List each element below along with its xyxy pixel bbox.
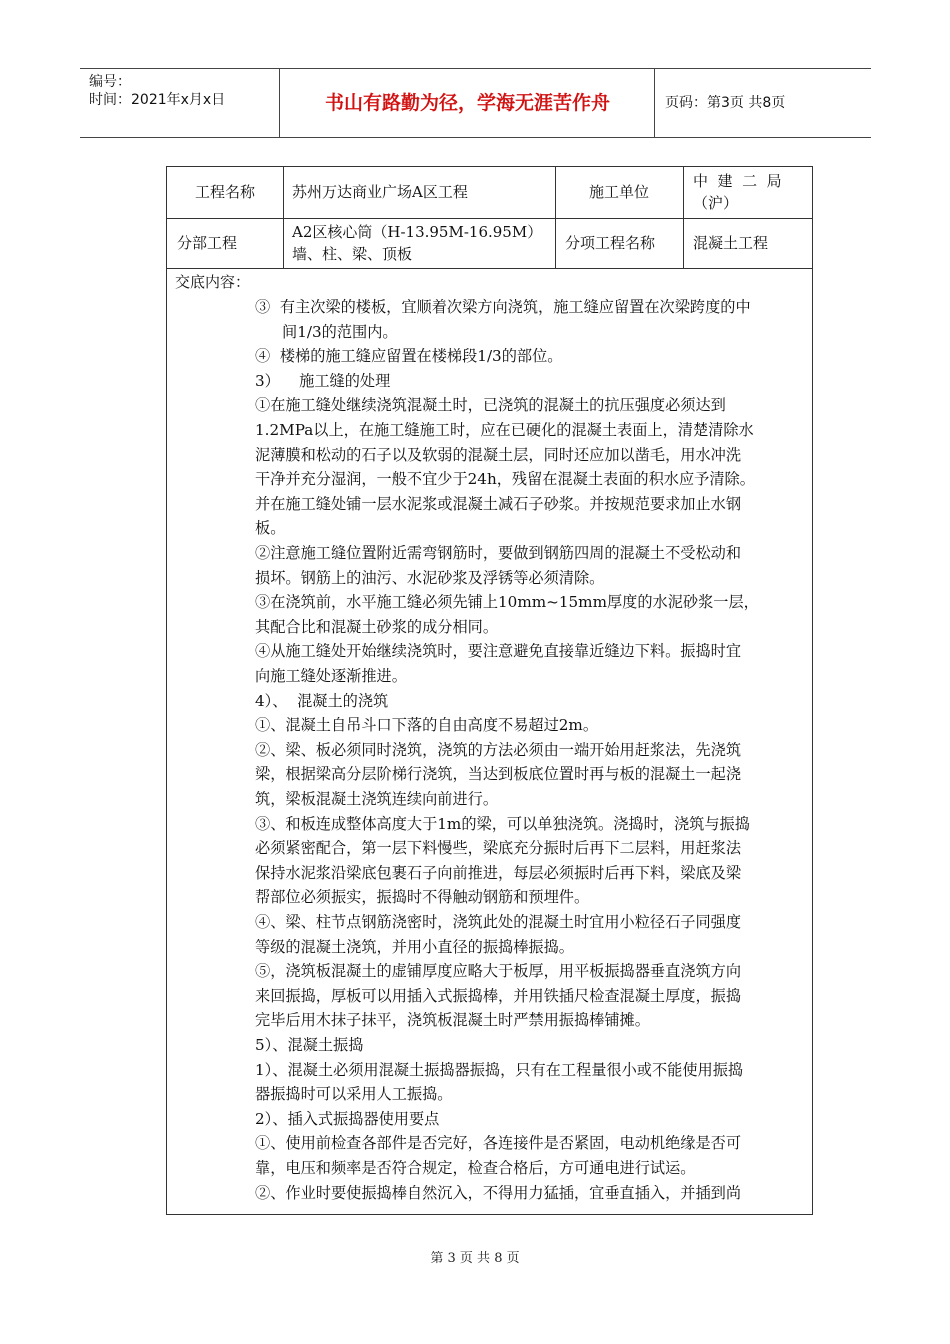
content-line: ②注意施工缝位置附近需弯钢筋时，要做到钢筋四周的混凝土不受松动和: [255, 544, 741, 562]
division-line2: 墙、柱、梁、顶板: [292, 245, 413, 263]
project-name-value: 苏州万达商业广场A区工程: [292, 183, 468, 201]
content-line: 泥薄膜和松动的石子以及软弱的混凝土层，同时还应加以凿毛，用水冲洗: [255, 445, 741, 464]
row-divider: [167, 268, 812, 269]
content-label: 交底内容：: [175, 273, 251, 291]
content-line: 其配合比和混凝土砂浆的成分相同。: [255, 617, 498, 636]
content-line: ④从施工缝处开始继续浇筑时，要注意避免直接靠近缝边下料。振捣时宜: [255, 642, 741, 661]
content-line: ①、混凝土自吊斗口下落的自由高度不易超过2m。: [255, 716, 599, 735]
content-line: 5）、混凝土振捣: [255, 1036, 364, 1054]
content-line: 器振捣时可以采用人工振捣。: [255, 1085, 453, 1104]
contractor-line1: 中 建 二 局: [693, 172, 782, 190]
header-motto: 书山有路勤为径，学海无涯苦作舟: [281, 69, 655, 137]
content-line: ⑤，浇筑板混凝土的虚铺厚度应略大于板厚，用平板振捣器垂直浇筑方向: [255, 962, 741, 981]
contractor-label: 施工单位: [588, 183, 649, 201]
col-divider: [283, 167, 284, 268]
project-name-label: 工程名称: [194, 183, 255, 201]
content-line: ②、作业时要使振捣棒自然沉入，不得用力猛插，宜垂直插入，并插到尚: [255, 1183, 741, 1202]
header-meta: [80, 69, 280, 137]
content-line: 间1/3的范围内。: [282, 322, 398, 341]
date-label: 时间：2021年x月x日: [89, 92, 226, 108]
content-line: 板。: [255, 519, 286, 538]
content-line: 梁，根据梁高分层阶梯行浇筑，当达到板底位置时再与板的混凝土一起浇: [255, 765, 741, 784]
content-line: ②、梁、板必须同时浇筑，浇筑的方法必须由一端开始用赶浆法，先浇筑: [255, 740, 741, 759]
content-line: 等级的混凝土浇筑，并用小直径的振捣棒振捣。: [255, 937, 574, 956]
content-line: 完毕后用木抹子抹平，浇筑板混凝土时严禁用振捣棒铺摊。: [255, 1011, 650, 1030]
code-label: 编号：: [89, 74, 131, 90]
col-divider: [683, 167, 684, 268]
content-line: ①在施工缝处继续浇筑混凝土时，已浇筑的混凝土的抗压强度必须达到: [255, 396, 726, 415]
content-line: 1）、混凝土必须用混凝土振捣器振捣，只有在工程量很小或不能使用振捣: [255, 1060, 744, 1079]
division-value: [292, 221, 554, 265]
content-line: 筑，梁板混凝土浇筑连续向前进行。: [255, 790, 498, 808]
division-line1: A2区核心筒（H-13.95M-16.95M）: [292, 223, 543, 241]
content-line: 保持水泥浆沿梁底包裹石子向前推进，每层必须振时后再下料，梁底及梁: [255, 863, 741, 882]
content-line: ③、和板连成整体高度大于1m的梁，可以单独浇筑。浇捣时，浇筑与振捣: [255, 814, 750, 833]
content-line: ③ 有主次梁的楼板，宜顺着次梁方向浇筑，施工缝应留置在次梁跨度的中: [255, 298, 751, 316]
content-line: 并在施工缝处铺一层水泥浆或混凝土减石子砂浆。并按规范要求加止水钢: [255, 494, 741, 513]
content-line: 损坏。钢筋上的油污、水泥砂浆及浮锈等必须清除。: [255, 568, 605, 587]
header-page-info: 页码：第3页 共8页: [665, 95, 786, 111]
briefing-table: [166, 166, 813, 1215]
content-line: ④ 楼梯的施工缝应留置在楼梯段1/3的部位。: [255, 347, 563, 366]
content-line: 1.2MPa以上，在施工缝施工时，应在已硬化的混凝土表面上，清楚清除水: [255, 421, 754, 439]
content-line: 4）、 混凝土的浇筑: [255, 691, 389, 710]
subitem-label: 分项工程名称: [565, 234, 656, 252]
content-line: 必须紧密配合，第一层下料慢些，梁底充分振时后再下二层料，用赶浆法: [255, 839, 741, 858]
content-line: ③在浇筑前，水平施工缝必须先铺上10mm~15mm厚度的水泥砂浆一层，: [255, 593, 759, 612]
contractor-value: [693, 170, 808, 214]
content-line: 来回振捣，厚板可以用插入式振捣棒，并用铁插尺检查混凝土厚度，振捣: [255, 986, 741, 1005]
content-line: 帮部位必须振实，振捣时不得触动钢筋和预埋件。: [255, 888, 590, 907]
division-label: 分部工程: [177, 234, 238, 252]
content-line: ④、梁、柱节点钢筋浇密时，浇筑此处的混凝土时宜用小粒径石子同强度: [255, 913, 741, 931]
subitem-value: 混凝土工程: [693, 234, 769, 252]
contractor-line2: （沪）: [693, 194, 739, 212]
content-line: 靠，电压和频率是否符合规定，检查合格后，方可通电进行试运。: [255, 1159, 696, 1177]
page-footer: 第 3 页 共 8 页: [430, 1251, 520, 1266]
content-line: 2）、插入式振捣器使用要点: [255, 1109, 440, 1128]
page-header: [80, 68, 871, 138]
content-line: 干净并充分湿润，一般不宜少于24h，残留在混凝土表面的积水应予清除。: [255, 470, 755, 489]
content-line: 向施工缝处逐渐推进。: [255, 667, 407, 685]
content-line: 3） 施工缝的处理: [255, 371, 391, 390]
content-line: ①、使用前检查各部件是否完好，各连接件是否紧固，电动机绝缘是否可: [255, 1134, 741, 1153]
